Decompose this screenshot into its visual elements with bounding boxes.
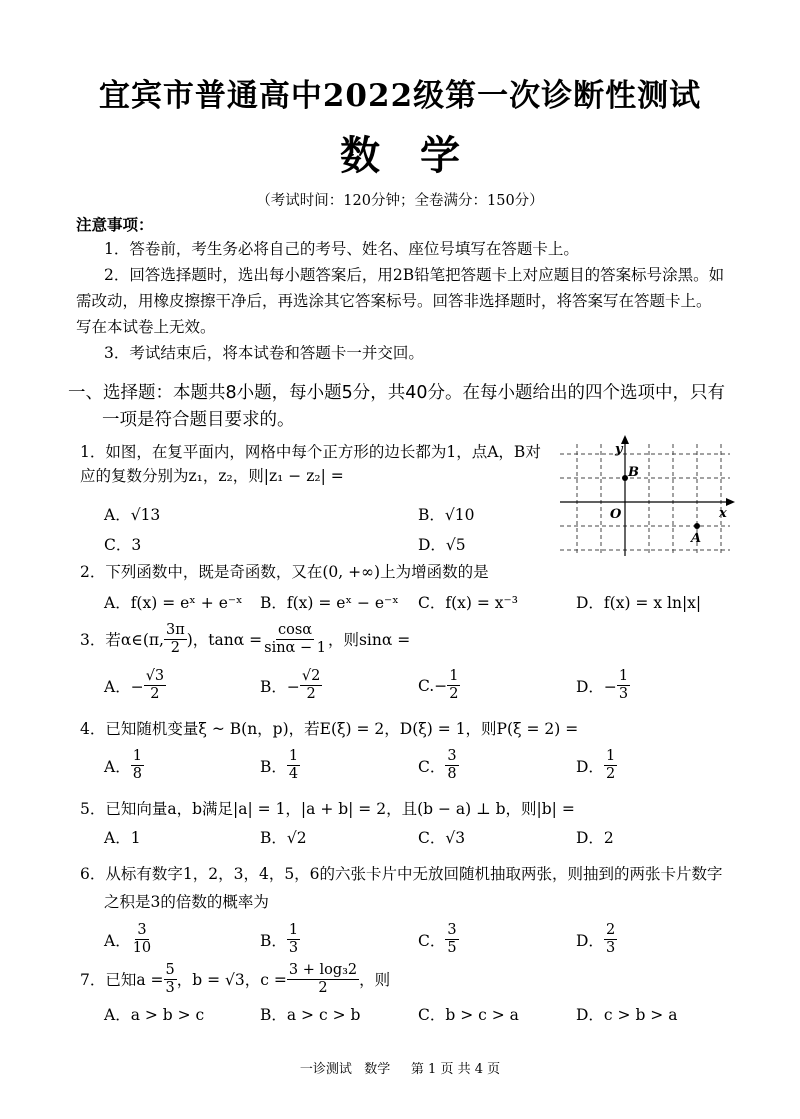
question-number: 1． [80, 443, 106, 461]
q3-option-c: C.− $\frac{1}{2}$ [418, 668, 459, 702]
question-number: 4． [80, 720, 106, 738]
x-axis-arrow [726, 498, 735, 506]
question-4 [80, 717, 720, 741]
subject-title: 数学 [340, 132, 500, 179]
point-b-label: B [628, 465, 639, 480]
point-a [694, 523, 700, 529]
q7-option-a: A．a > b > c [104, 1006, 205, 1024]
notes-heading: 注意事项： [76, 216, 154, 234]
question-text: 已知随机变量ξ ~ B(n，p)，若E(ξ) = 2，D(ξ) = 1，则P(ξ = 2) = [105, 720, 579, 738]
exam-title: 宜宾市普通高中2022级第一次诊断性测试 [98, 78, 702, 114]
q6-option-b: B． $\frac{1}{3}$ [260, 922, 299, 956]
note-item: 1．答卷前，考生务必将自己的考号、姓名、座位号填写在答题卡上。 [104, 240, 579, 258]
q7-option-c: C．b > c > a [418, 1006, 519, 1024]
q4-option-a: A． $\frac{1}{8}$ [104, 748, 142, 782]
grid-lines [560, 444, 730, 554]
q4-option-d: D． $\frac{1}{2}$ [576, 748, 616, 782]
note-item: 2．回答选择题时，选出每小题答案后，用2B铅笔把答题卡上对应题目的答案标号涂黑。如需改动，用橡皮擦擦干净后，再选涂其它答案标号。回答非选择题时，将答案写在答题卡上。写在本试卷上无效。 [76, 266, 725, 336]
question-number: 5． [80, 800, 106, 818]
q1-option-b: B．√10 [418, 506, 475, 524]
question-6: 6．从标有数字1，2，3，4，5，6的六张卡片中无放回随机抽取两张，则抽到的两张卡片数字之积是3的倍数的概率为 [80, 865, 723, 911]
complex-plane-figure [555, 432, 740, 557]
q3-option-d: D．− $\frac{1}{3}$ [576, 668, 629, 702]
question-number: 2． [80, 563, 106, 581]
q6-option-a: A． $\frac{3}{10}$ [104, 922, 152, 956]
question-text: 如图，在复平面内，网格中每个正方形的边长都为1，点A，B对应的复数分别为z₁，z₂，则|z₁ − z₂| = [80, 443, 541, 485]
q5-option-c: C．√3 [418, 829, 466, 847]
q6-option-c: C． $\frac{3}{5}$ [418, 922, 457, 956]
question-5 [80, 797, 720, 821]
q2-option-c: C．f(x) = x⁻³ [418, 594, 518, 612]
q7-option-b: B．a > c > b [260, 1006, 361, 1024]
question-7: 7． 已知a = $\frac{5}{3}$ ，b = √3，c = $\frac{\text{3 + log₃2}}{2}$ ，则 [80, 962, 391, 996]
question-1 [80, 440, 550, 488]
q3-option-a: A．− $\frac{√3}{2}$ [104, 668, 165, 702]
q2-option-d: D．f(x) = x ln|x| [576, 594, 702, 612]
q4-option-c: C． $\frac{3}{8}$ [418, 748, 457, 782]
origin-label: O [610, 507, 622, 522]
q5-option-b: B．√2 [260, 829, 307, 847]
q1-option-c: C．3 [104, 536, 142, 554]
question-3: 3． 若α∈(π, $\frac{3\pi}{2}$ )，tanα = $\frac{\cos\alpha}{\sin\alpha - 1}$ ，则sinα = [80, 622, 411, 656]
note-item: 3．考试结束后，将本试卷和答题卡一并交回。 [104, 344, 424, 362]
q2-option-a: A．f(x) = eˣ + e⁻ˣ [104, 594, 243, 612]
question-text: 从标有数字1，2，3，4，5，6的六张卡片中无放回随机抽取两张，则抽到的两张卡片数字之积是3的倍数的概率为 [104, 865, 723, 911]
x-axis-label: x [719, 506, 727, 521]
question-2 [80, 560, 720, 584]
y-axis-label: y [615, 442, 623, 457]
q4-option-b: B． $\frac{1}{4}$ [260, 748, 299, 782]
q5-option-d: D．2 [576, 829, 614, 847]
q7-option-d: D．c > b > a [576, 1006, 678, 1024]
q1-option-a: A．√13 [104, 506, 161, 524]
section-heading: 一、选择题：本题共8小题，每小题5分，共40分。在每小题给出的四个选项中，只有一项是符合题目要求的。 [68, 383, 726, 430]
point-a-label: A [691, 531, 702, 546]
q3-option-b: B．− $\frac{√2}{2}$ [260, 668, 321, 702]
question-text: 已知向量a，b满足|a| = 1，|a + b| = 2，且(b − a) ⊥ b，则|b| = [105, 800, 575, 818]
q1-option-d: D．√5 [418, 536, 466, 554]
q5-option-a: A．1 [104, 829, 141, 847]
q6-option-d: D． $\frac{2}{3}$ [576, 922, 616, 956]
page-footer: 一诊测试 数学 第 1 页 共 4 页 [299, 1062, 501, 1077]
q2-option-b: B．f(x) = eˣ − e⁻ˣ [260, 594, 399, 612]
exam-meta: （考试时间：120分钟；全卷满分：150分） [256, 193, 544, 209]
question-text: 下列函数中，既是奇函数，又在(0, +∞)上为增函数的是 [105, 563, 489, 581]
